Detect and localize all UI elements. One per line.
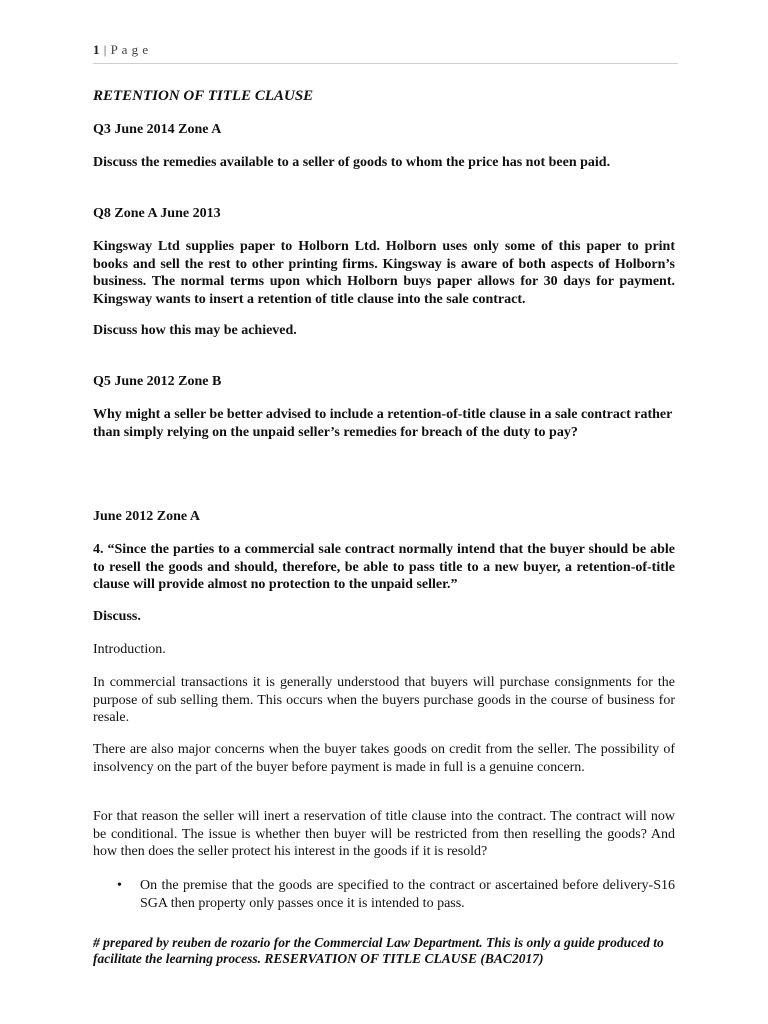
page-header: [93, 42, 678, 64]
page-number: 1: [93, 42, 100, 57]
q4-prompt: Discuss.: [93, 609, 141, 624]
paragraph-1: In commercial transactions it is generally understood that buyers will purchase consignments for the purpose of sub selling them. This occurs when the buyers purchase goods in the course of business for resale.: [93, 675, 675, 725]
bullet-marker: •: [117, 878, 122, 893]
q4-quote: 4. “Since the parties to a commercial sale contract normally intend that the buyer should be able to resell the goods and should, therefore, be able to pass title to a new buyer, a retention-of-title clause will provide almost no protection to the unpaid seller.”: [93, 542, 675, 592]
document-title: RETENTION OF TITLE CLAUSE: [93, 88, 314, 104]
paragraph-2: There are also major concerns when the buyer takes goods on credit from the seller. The possibility of insolvency on the part of the buyer before payment is made in full is a genuine concern.: [93, 742, 675, 775]
introduction-heading: Introduction.: [93, 642, 166, 657]
q8-prompt: Discuss how this may be achieved.: [93, 323, 297, 338]
q8-question: Kingsway Ltd supplies paper to Holborn Ltd. Holborn uses only some of this paper to print books and sell the rest to other printing firms. Kingsway is aware of both aspects of Holborn’s business. The normal terms upon which Holborn buys paper allows for 30 days for payment. Kingsway wants to insert a retention of title clause into the sale contract.: [93, 239, 675, 307]
q5-heading: Q5 June 2012 Zone B: [93, 374, 222, 389]
page-label: P a g e: [110, 42, 149, 57]
q5-question: Why might a seller be better advised to include a retention-of-title clause in a sale contract rather than simply relying on the unpaid seller’s remedies for breach of the duty to pay?: [93, 407, 673, 440]
paragraph-3: For that reason the seller will inert a reservation of title clause into the contract. The contract will now be conditional. The issue is whether then buyer will be restricted from then reselling the goods? And how then does the seller protect his interest in the goods if it is resold?: [93, 809, 675, 859]
q3-question: Discuss the remedies available to a seller of goods to whom the price has not been paid.: [93, 155, 611, 170]
q3-heading: Q3 June 2014 Zone A: [93, 122, 222, 137]
june-2012-heading: June 2012 Zone A: [93, 509, 200, 524]
page-footer: # prepared by reuben de rozario for the Commercial Law Department. This is only a guide produced to facilitate the learning process. RESERVATION OF TITLE CLAUSE (BAC2017): [93, 935, 664, 966]
q8-heading: Q8 Zone A June 2013: [93, 206, 221, 221]
header-separator: |: [100, 42, 111, 57]
bullet-item-1: On the premise that the goods are specified to the contract or ascertained before delivery-S16 SGA then property only passes once it is intended to pass.: [140, 878, 675, 911]
